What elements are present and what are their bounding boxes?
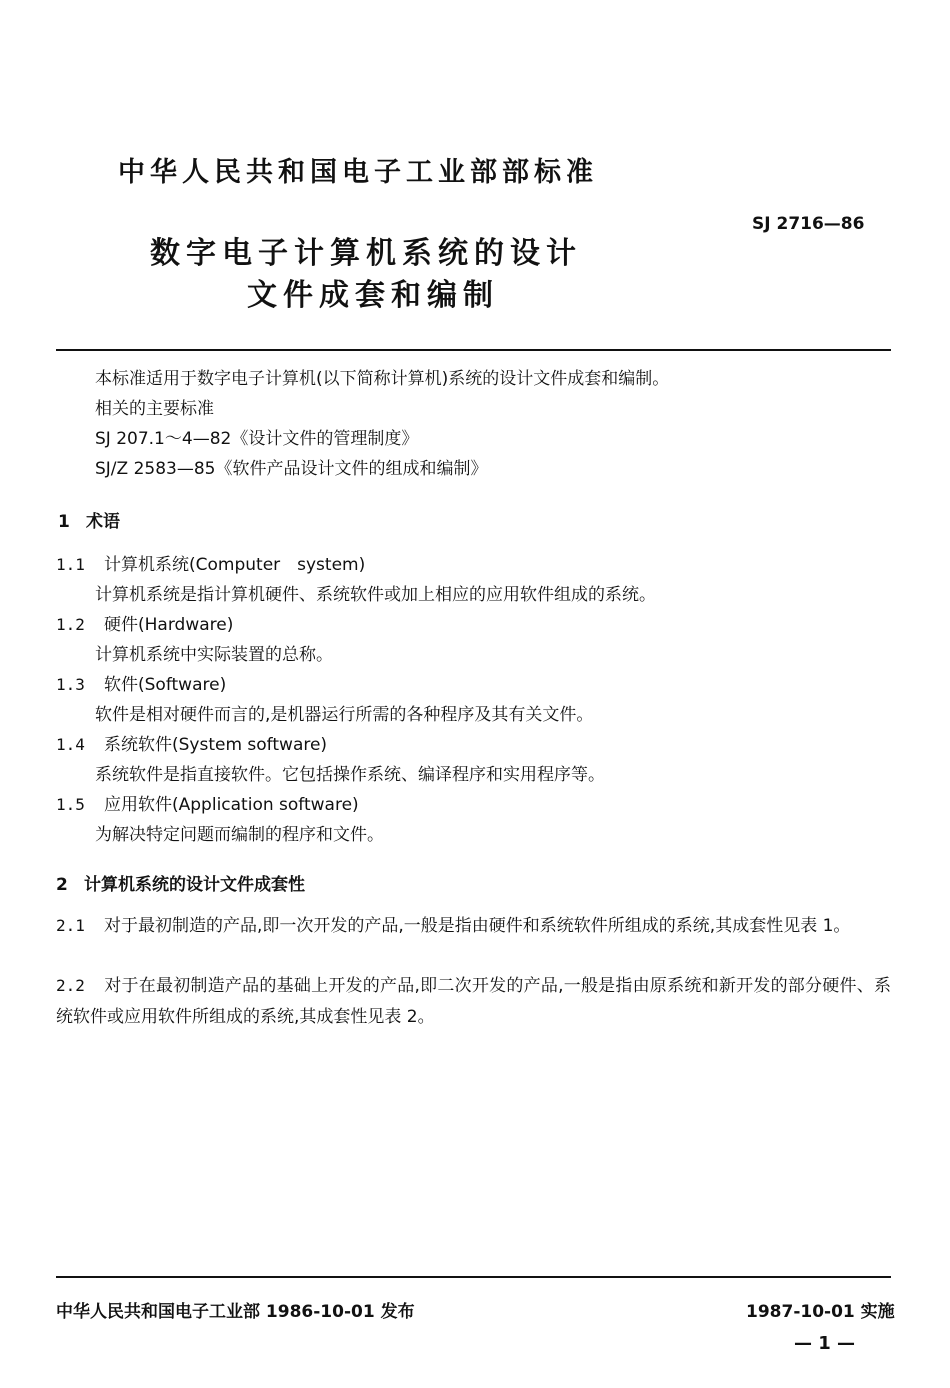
document-title-line2: 文件成套和编制 — [247, 278, 499, 313]
issuing-organization-heading: 中华人民共和国电子工业部部标准 — [118, 157, 598, 188]
section-2-number: 2 — [56, 875, 68, 895]
section-1-heading — [58, 507, 120, 532]
term-1-1 — [56, 554, 365, 576]
term-name: 应用软件(Application software) — [104, 795, 359, 815]
clause-2-2 — [56, 970, 891, 1033]
term-definition: 计算机系统是指计算机硬件、系统软件或加上相应的应用软件组成的系统。 — [95, 585, 656, 605]
related-standards-heading: 相关的主要标准 — [95, 399, 214, 419]
bottom-divider — [56, 1276, 891, 1278]
issue-statement: 中华人民共和国电子工业部 1986-10-01 发布 — [56, 1302, 415, 1322]
related-standard-2: SJ/Z 2583—85《软件产品设计文件的组成和编制》 — [95, 459, 488, 479]
section-2-heading — [56, 870, 305, 895]
term-definition: 为解决特定问题而编制的程序和文件。 — [95, 825, 384, 845]
term-1-3 — [56, 674, 226, 696]
clause-number: 2.2 — [56, 976, 85, 995]
term-number: 1.3 — [56, 675, 85, 694]
term-name: 系统软件(System software) — [104, 735, 328, 755]
related-standard-1: SJ 207.1～4—82《设计文件的管理制度》 — [95, 429, 419, 449]
page-number: — 1 — — [794, 1333, 856, 1354]
scope-statement: 本标准适用于数字电子计算机(以下简称计算机)系统的设计文件成套和编制。 — [95, 369, 670, 389]
section-1-number: 1 — [58, 512, 70, 532]
standard-code: SJ 2716—86 — [752, 214, 865, 234]
document-title-line1: 数字电子计算机系统的设计 — [150, 236, 582, 271]
term-name: 软件(Software) — [104, 675, 227, 695]
term-definition: 软件是相对硬件而言的,是机器运行所需的各种程序及其有关文件。 — [95, 705, 594, 725]
term-name: 计算机系统(Computer system) — [104, 555, 366, 575]
term-number: 1.1 — [56, 555, 85, 574]
clause-text: 对于在最初制造产品的基础上开发的产品,即二次开发的产品,一般是指由原系统和新开发的部分硬件、系统软件或应用软件所组成的系统,其成套性见表 2。 — [56, 976, 891, 1027]
term-1-5 — [56, 794, 359, 816]
term-1-4 — [56, 734, 327, 756]
clause-number: 2.1 — [56, 916, 85, 935]
term-number: 1.2 — [56, 615, 85, 634]
term-name: 硬件(Hardware) — [104, 615, 234, 635]
top-divider — [56, 349, 891, 351]
term-definition: 系统软件是指直接软件。它包括操作系统、编译程序和实用程序等。 — [95, 765, 605, 785]
clause-2-1 — [56, 910, 891, 942]
section-2-title: 计算机系统的设计文件成套性 — [84, 875, 305, 895]
term-1-2 — [56, 614, 233, 636]
term-number: 1.4 — [56, 735, 85, 754]
term-number: 1.5 — [56, 795, 85, 814]
effective-date: 1987-10-01 实施 — [746, 1302, 895, 1322]
clause-text: 对于最初制造的产品,即一次开发的产品,一般是指由硬件和系统软件所组成的系统,其成套性见表 1。 — [104, 916, 851, 936]
section-1-title: 术语 — [86, 512, 120, 532]
term-definition: 计算机系统中实际装置的总称。 — [95, 645, 333, 665]
